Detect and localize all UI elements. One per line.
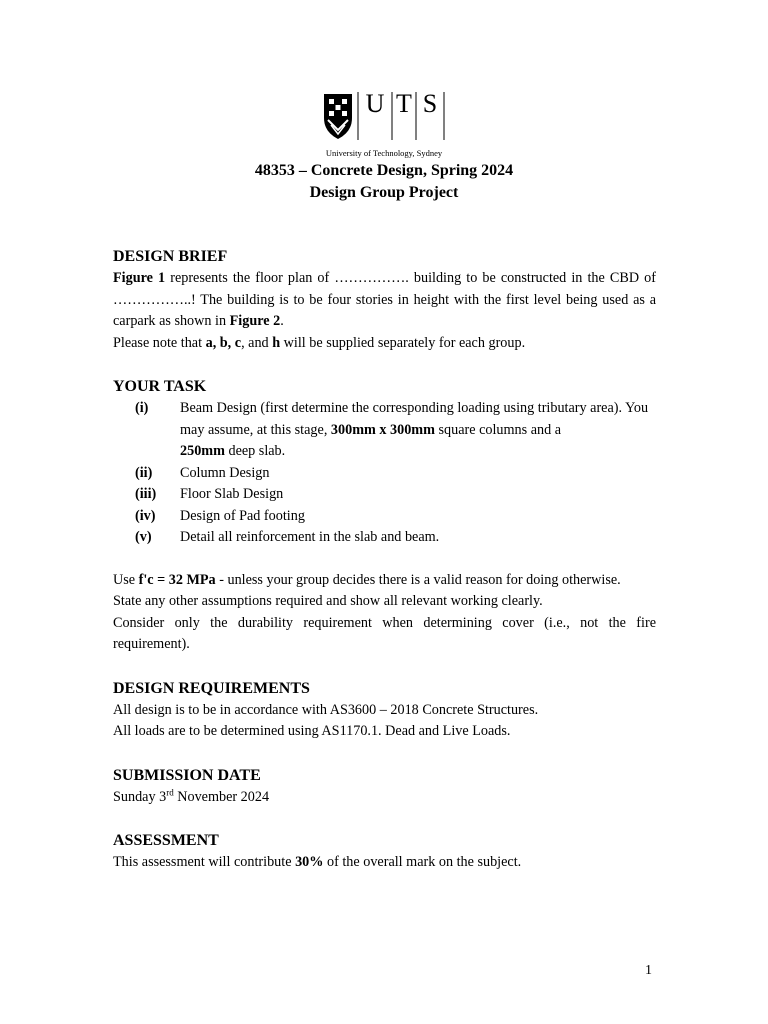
assessment-percentage: 30% (295, 854, 324, 870)
requirements-line-2: All loads are to be determined using AS1170.1. Dead and Live Loads. (113, 723, 511, 739)
task-text: Floor Slab Design (180, 486, 284, 502)
design-brief-note (113, 333, 656, 355)
task-number: (v) (135, 529, 152, 545)
fc-value: f'c = 32 MPa (138, 571, 216, 588)
assessment-heading: ASSESSMENT (113, 832, 219, 849)
task-item (113, 527, 656, 549)
task-text: Design of Pad footing (180, 507, 305, 524)
concrete-strength-paragraph (113, 570, 656, 592)
note-end: will be supplied separately for each group. (280, 334, 526, 351)
submission-month-year: November 2024 (173, 788, 270, 805)
task-number: (iii) (135, 486, 157, 502)
logo-letter-u: U (365, 90, 385, 118)
task-number: (iv) (135, 507, 156, 524)
task-text-b: square columns and a (434, 421, 562, 438)
course-title: 48353 – Concrete Design, Spring 2024 (254, 162, 514, 179)
brief-text: represents the floor plan of ……………. building to be constructed in the CBD of ……………..! The building is to be four stories in height with the first level being used as a carpark as shown in (113, 270, 656, 329)
task-text: Column Design (180, 464, 270, 481)
note-abc: a, b, c (205, 334, 242, 351)
note-and: , and (241, 334, 273, 351)
uts-shield-icon (322, 90, 446, 142)
task-item (113, 506, 656, 528)
cover-paragraph: Consider only the durability requirement when determining cover (i.e., not the fire requirement). (113, 614, 656, 652)
task-item (113, 463, 656, 485)
column-size: 300mm x 300mm (330, 421, 435, 438)
submission-ordinal: rd (166, 786, 174, 797)
task-text-c: deep slab. (224, 443, 286, 459)
note-h: h (272, 334, 281, 351)
your-task-heading: YOUR TASK (113, 378, 207, 395)
task-text (180, 398, 656, 463)
task-item (113, 484, 656, 506)
document-body (113, 246, 656, 874)
design-requirements-heading: DESIGN REQUIREMENTS (113, 679, 310, 697)
university-name: University of Technology, Sydney (325, 148, 443, 158)
task-text-a: Beam Design (first determine the corresponding loading using tributary area). You may assume, at this stage, (180, 400, 649, 438)
design-brief-paragraph (113, 268, 656, 333)
assessment-paragraph (113, 852, 656, 874)
logo-letter-t: T (396, 90, 412, 118)
requirements-line-1: All design is to be in accordance with AS3600 – 2018 Concrete Structures. (113, 701, 539, 718)
note-text: Please note that (113, 334, 206, 351)
use-text: Use (113, 571, 139, 588)
use-rest: - unless your group decides there is a valid reason for doing otherwise. (215, 571, 621, 588)
task-number: (ii) (135, 464, 153, 481)
brief-end: . (280, 313, 284, 329)
submission-date (113, 787, 656, 809)
assessment-rest: of the overall mark on the subject. (323, 854, 522, 870)
design-brief-heading: DESIGN BRIEF (113, 248, 228, 265)
slab-depth: 250mm (180, 443, 225, 459)
task-text: Detail all reinforcement in the slab and beam. (180, 529, 440, 545)
task-item (113, 398, 656, 463)
task-number: (i) (135, 400, 149, 416)
assessment-text: This assessment will contribute (113, 854, 296, 870)
figure1-ref: Figure 1 (113, 270, 166, 286)
logo-letter-s: S (422, 90, 438, 118)
submission-day: Sunday 3 (113, 788, 167, 805)
assumptions-paragraph: State any other assumptions required and show all relevant working clearly. (113, 593, 543, 609)
page-number: 1 (645, 963, 652, 978)
submission-date-heading: SUBMISSION DATE (113, 766, 261, 784)
uts-logo (322, 90, 446, 142)
figure2-ref: Figure 2 (229, 313, 281, 329)
project-title: Design Group Project (309, 184, 459, 201)
